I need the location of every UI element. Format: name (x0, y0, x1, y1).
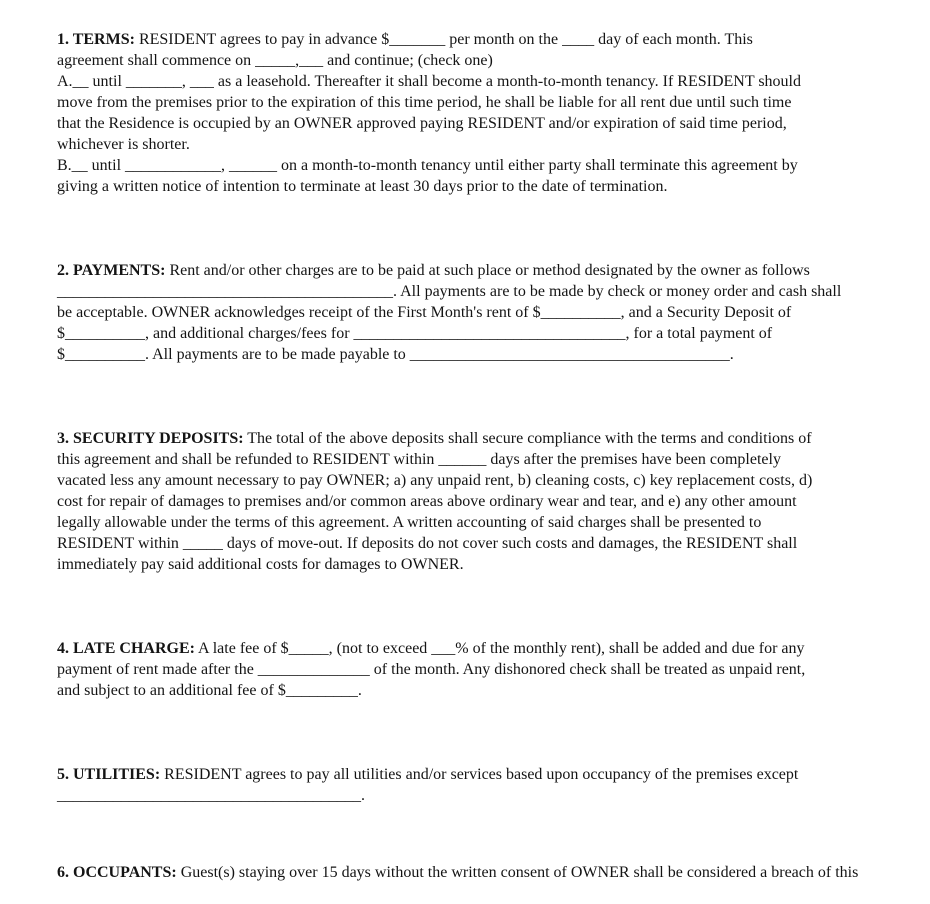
section-terms (57, 29, 907, 197)
text-line (57, 512, 907, 533)
text-segment: cost for repair of damages to premises and/or common areas above ordinary wear and tear, and e) any other amount (57, 493, 797, 510)
text-line (57, 50, 907, 71)
text-line (57, 470, 907, 491)
text-segment: immediately pay said additional costs for damages to OWNER. (57, 556, 464, 573)
section-late-charge (57, 638, 907, 701)
text-line (57, 428, 907, 449)
text-segment: ______________________________________. (57, 787, 365, 804)
text-line (57, 344, 907, 365)
text-segment: A late fee of $_____, (not to exceed ___% of the monthly rent), shall be added and due for any (194, 640, 805, 657)
text-segment: giving a written notice of intention to terminate at least 30 days prior to the date of termination. (57, 178, 668, 195)
text-line (57, 785, 907, 806)
section-payments (57, 260, 907, 365)
text-segment: that the Residence is occupied by an OWNER approved paying RESIDENT and/or expiration of said time period, (57, 115, 787, 132)
text-line (57, 862, 907, 883)
text-line (57, 449, 907, 470)
text-segment: this agreement and shall be refunded to RESIDENT within ______ days after the premises have been completely (57, 451, 781, 468)
text-segment: $__________. All payments are to be made payable to ________________________________________. (57, 346, 734, 363)
text-line (57, 659, 907, 680)
section-heading: 2. PAYMENTS: (57, 262, 166, 279)
text-line (57, 281, 907, 302)
text-line (57, 176, 907, 197)
section-heading: 6. OCCUPANTS: (57, 864, 177, 881)
text-segment: RESIDENT agrees to pay in advance $_______ per month on the ____ day of each month. This (134, 31, 753, 48)
text-line (57, 113, 907, 134)
text-segment: whichever is shorter. (57, 136, 190, 153)
text-segment: payment of rent made after the ______________ of the month. Any dishonored check shall be treated as unpaid rent, (57, 661, 806, 678)
text-line (57, 764, 907, 785)
text-line (57, 533, 907, 554)
text-segment: $__________, and additional charges/fees for __________________________________, for a total payment of (57, 325, 773, 342)
section-occupants-clipped (57, 862, 907, 883)
text-line (57, 29, 907, 50)
text-segment: move from the premises prior to the expiration of this time period, he shall be liable for all rent due until such time (57, 94, 792, 111)
section-heading: 3. SECURITY DEPOSITS: (57, 430, 244, 447)
text-line (57, 302, 907, 323)
text-segment: The total of the above deposits shall secure compliance with the terms and conditions of (243, 430, 812, 447)
section-utilities (57, 764, 907, 806)
section-security-deposits (57, 428, 907, 575)
text-segment: agreement shall commence on _____,___ and continue; (check one) (57, 52, 493, 69)
text-line (57, 638, 907, 659)
text-segment: Guest(s) staying over 15 days without the written consent of OWNER shall be considered a breach of this (176, 864, 859, 881)
text-segment: B.__ until ____________, ______ on a month-to-month tenancy until either party shall terminate this agreement by (57, 157, 798, 174)
text-line (57, 554, 907, 575)
text-segment: A.__ until _______, ___ as a leasehold. Thereafter it shall become a month-to-month tenancy. If RESIDENT should (57, 73, 801, 90)
text-line (57, 92, 907, 113)
text-segment: RESIDENT within _____ days of move-out. If deposits do not cover such costs and damages, the RESIDENT shall (57, 535, 798, 552)
text-line (57, 260, 907, 281)
text-line (57, 155, 907, 176)
text-segment: __________________________________________. All payments are to be made by check or money order and cash shall (57, 283, 842, 300)
text-line (57, 680, 907, 701)
text-line (57, 134, 907, 155)
text-segment: vacated less any amount necessary to pay OWNER; a) any unpaid rent, b) cleaning costs, c) key replacement costs, d) (57, 472, 813, 489)
section-heading: 5. UTILITIES: (57, 766, 161, 783)
section-heading: 4. LATE CHARGE: (57, 640, 195, 657)
text-segment: RESIDENT agrees to pay all utilities and/or services based upon occupancy of the premises except (160, 766, 799, 783)
text-line (57, 323, 907, 344)
text-line (57, 491, 907, 512)
text-segment: Rent and/or other charges are to be paid at such place or method designated by the owner as follows (165, 262, 810, 279)
text-line (57, 71, 907, 92)
section-heading: 1. TERMS: (57, 31, 135, 48)
text-segment: be acceptable. OWNER acknowledges receipt of the First Month's rent of $__________, and a Security Deposit of (57, 304, 792, 321)
text-segment: legally allowable under the terms of this agreement. A written accounting of said charges shall be presented to (57, 514, 762, 531)
document-page (57, 0, 907, 904)
text-segment: and subject to an additional fee of $_________. (57, 682, 362, 699)
